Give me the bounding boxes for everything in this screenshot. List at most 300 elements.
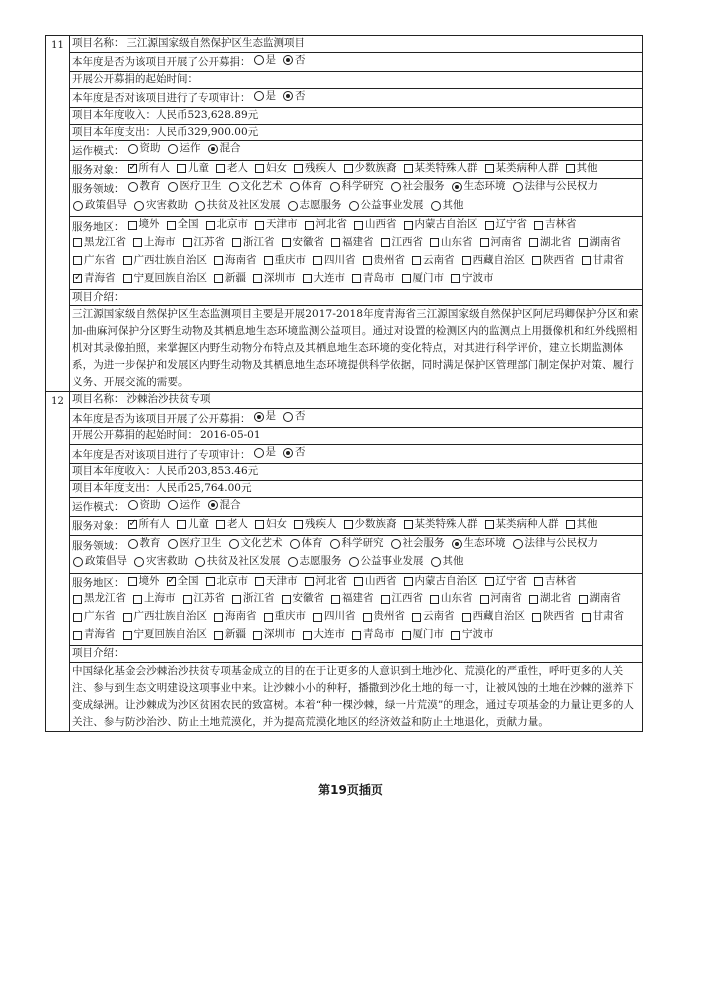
checkbox-icon[interactable]: [128, 221, 137, 230]
radio-icon[interactable]: [254, 55, 264, 65]
region-option[interactable]: [127, 574, 160, 590]
region-option[interactable]: [531, 253, 575, 269]
region-option[interactable]: [72, 271, 116, 287]
checkbox-icon[interactable]: [167, 577, 176, 586]
checkbox-icon[interactable]: [177, 164, 186, 173]
checkbox-icon[interactable]: [485, 520, 494, 529]
region-option[interactable]: [484, 574, 528, 590]
target-option[interactable]: [127, 161, 171, 177]
checkbox-icon[interactable]: [485, 577, 494, 586]
field-option[interactable]: [289, 179, 323, 195]
mode-option[interactable]: [167, 498, 201, 514]
region-option-label: 西藏自治区: [472, 254, 525, 266]
field-option[interactable]: [430, 198, 464, 214]
checkbox-icon[interactable]: [404, 520, 413, 529]
radio-icon[interactable]: [431, 557, 441, 567]
checkbox-icon[interactable]: [404, 577, 413, 586]
checkbox-icon[interactable]: [73, 631, 82, 640]
target-option[interactable]: [484, 161, 559, 177]
checkbox-icon[interactable]: [480, 238, 489, 247]
radio-icon[interactable]: [330, 539, 340, 549]
region-option[interactable]: [351, 627, 395, 643]
region-option-label: 黑龙江省: [84, 236, 126, 249]
checkbox-icon[interactable]: [529, 595, 538, 604]
region-option[interactable]: [122, 271, 208, 287]
audit-yes[interactable]: [253, 445, 277, 461]
region-option[interactable]: [533, 574, 577, 590]
region-option[interactable]: [362, 609, 406, 625]
checkbox-icon[interactable]: [404, 164, 413, 173]
region-option[interactable]: [281, 235, 325, 251]
checkbox-icon[interactable]: [282, 238, 291, 247]
audit-no[interactable]: [282, 445, 306, 461]
field-option[interactable]: [390, 179, 445, 195]
checkbox-icon[interactable]: [404, 221, 413, 230]
target-option[interactable]: [403, 517, 478, 533]
checkbox-icon[interactable]: [412, 613, 421, 622]
checkbox-icon[interactable]: [73, 613, 82, 622]
region-option[interactable]: [72, 253, 116, 269]
field-option[interactable]: [133, 198, 188, 214]
region-option[interactable]: [231, 591, 275, 607]
fundraising-no[interactable]: [282, 409, 306, 425]
region-option[interactable]: [254, 217, 298, 233]
checkbox-icon[interactable]: [305, 577, 314, 586]
region-option[interactable]: [461, 609, 526, 625]
checkbox-icon[interactable]: [253, 274, 262, 283]
checkbox-icon[interactable]: [255, 164, 264, 173]
field-option[interactable]: [430, 554, 464, 570]
mode-option[interactable]: [127, 141, 161, 157]
checkbox-icon[interactable]: [123, 274, 132, 283]
region-option-label: 厦门市: [412, 628, 444, 641]
radio-icon[interactable]: [452, 182, 462, 192]
checkbox-icon[interactable]: [232, 595, 241, 604]
checkbox-icon[interactable]: [214, 274, 223, 283]
checkbox-icon[interactable]: [344, 520, 353, 529]
region-option[interactable]: [479, 591, 523, 607]
region-option-label: 云南省: [423, 254, 455, 266]
checkbox-icon[interactable]: [462, 256, 471, 265]
region-option[interactable]: [213, 271, 246, 287]
region-option[interactable]: [166, 574, 199, 590]
radio-icon[interactable]: [254, 412, 264, 422]
checkbox-icon[interactable]: [216, 164, 225, 173]
checkbox-icon[interactable]: [381, 238, 390, 247]
checkbox-icon[interactable]: [216, 520, 225, 529]
radio-icon[interactable]: [73, 557, 83, 567]
checkbox-icon[interactable]: [430, 238, 439, 247]
radio-icon[interactable]: [349, 201, 359, 211]
checkbox-icon[interactable]: [534, 577, 543, 586]
checkbox-icon[interactable]: [73, 256, 82, 265]
field-option-label: 文化艺术: [240, 180, 283, 193]
mode-option[interactable]: [207, 141, 241, 157]
region-option[interactable]: [302, 627, 346, 643]
checkbox-icon[interactable]: [529, 238, 538, 247]
checkbox-icon[interactable]: [294, 520, 303, 529]
checkbox-icon[interactable]: [73, 595, 82, 604]
region-option[interactable]: [122, 627, 208, 643]
target-option[interactable]: [565, 161, 598, 177]
field-option[interactable]: [127, 536, 161, 552]
radio-icon[interactable]: [513, 539, 523, 549]
radio-icon[interactable]: [195, 557, 205, 567]
region-option[interactable]: [231, 235, 275, 251]
checkbox-icon[interactable]: [264, 613, 273, 622]
target-option[interactable]: [254, 517, 287, 533]
region-option[interactable]: [166, 217, 199, 233]
checkbox-icon[interactable]: [532, 256, 541, 265]
field-option[interactable]: [194, 198, 281, 214]
checkbox-icon[interactable]: [363, 256, 372, 265]
target-option-label: 妇女: [266, 517, 287, 530]
target-option[interactable]: [254, 161, 287, 177]
mode-option[interactable]: [207, 498, 241, 514]
checkbox-icon[interactable]: [354, 577, 363, 586]
radio-icon[interactable]: [349, 557, 359, 567]
radio-icon[interactable]: [290, 182, 300, 192]
region-option[interactable]: [362, 253, 406, 269]
target-option[interactable]: [293, 517, 337, 533]
radio-icon[interactable]: [391, 182, 401, 192]
checkbox-icon[interactable]: [206, 221, 215, 230]
field-option[interactable]: [512, 536, 599, 552]
checkbox-icon[interactable]: [232, 238, 241, 247]
region-option[interactable]: [72, 627, 116, 643]
checkbox-icon[interactable]: [183, 238, 192, 247]
region-option[interactable]: [380, 235, 424, 251]
region-option[interactable]: [401, 271, 445, 287]
region-option[interactable]: [330, 591, 374, 607]
checkbox-icon[interactable]: [485, 221, 494, 230]
checkbox-icon[interactable]: [480, 595, 489, 604]
region-option[interactable]: [281, 591, 325, 607]
target-option[interactable]: [215, 161, 248, 177]
field-option[interactable]: [194, 554, 281, 570]
checkbox-icon[interactable]: [123, 613, 132, 622]
region-option[interactable]: [401, 627, 445, 643]
radio-icon[interactable]: [134, 201, 144, 211]
region-option-label: 辽宁省: [495, 574, 527, 587]
region-option[interactable]: [461, 253, 526, 269]
audit-no[interactable]: [282, 89, 306, 105]
page-footer: 第19页插页: [318, 783, 383, 797]
region-option[interactable]: [581, 609, 625, 625]
region-option[interactable]: [252, 627, 296, 643]
field-option[interactable]: [228, 179, 283, 195]
checkbox-icon[interactable]: [579, 238, 588, 247]
checkbox-icon[interactable]: [566, 164, 575, 173]
checkbox-icon[interactable]: [133, 238, 142, 247]
field-option[interactable]: [287, 198, 342, 214]
radio-icon[interactable]: [513, 182, 523, 192]
operation-mode-row: [70, 141, 642, 160]
project-record: [46, 392, 642, 730]
checkbox-icon[interactable]: [255, 520, 264, 529]
radio-icon[interactable]: [288, 201, 298, 211]
checkbox-icon[interactable]: [214, 631, 223, 640]
region-option[interactable]: [182, 235, 226, 251]
radio-icon[interactable]: [229, 182, 239, 192]
checkbox-icon[interactable]: [451, 274, 460, 283]
target-option[interactable]: [293, 161, 337, 177]
radio-icon[interactable]: [229, 539, 239, 549]
field-option[interactable]: [72, 198, 127, 214]
radio-icon[interactable]: [283, 412, 293, 422]
checkbox-icon[interactable]: [303, 631, 312, 640]
checkbox-icon[interactable]: [402, 274, 411, 283]
region-option[interactable]: [429, 235, 473, 251]
checkbox-icon[interactable]: [214, 256, 223, 265]
radio-icon[interactable]: [283, 55, 293, 65]
checkbox-icon[interactable]: [532, 613, 541, 622]
radio-icon[interactable]: [168, 500, 178, 510]
checkbox-icon[interactable]: [451, 631, 460, 640]
intro-label-row: [70, 646, 642, 663]
region-option[interactable]: [531, 609, 575, 625]
field-option[interactable]: [512, 179, 599, 195]
region-option[interactable]: [122, 609, 208, 625]
region-option[interactable]: [403, 217, 478, 233]
checkbox-icon[interactable]: [183, 595, 192, 604]
target-option[interactable]: [343, 161, 397, 177]
field-option[interactable]: [329, 179, 384, 195]
region-option-label: 全国: [177, 574, 199, 587]
field-option[interactable]: [167, 179, 222, 195]
radio-icon[interactable]: [128, 539, 138, 549]
checkbox-icon[interactable]: [534, 221, 543, 230]
region-option[interactable]: [578, 591, 622, 607]
checkbox-icon[interactable]: [133, 595, 142, 604]
region-option[interactable]: [429, 591, 473, 607]
field-option[interactable]: [329, 536, 384, 552]
region-option[interactable]: [252, 271, 296, 287]
mode-option[interactable]: [167, 141, 201, 157]
checkbox-icon[interactable]: [412, 256, 421, 265]
radio-icon[interactable]: [195, 201, 205, 211]
target-option-label: 儿童: [188, 161, 209, 174]
region-option[interactable]: [182, 591, 226, 607]
fundraising-yes[interactable]: [253, 409, 277, 425]
checkbox-icon[interactable]: [167, 221, 176, 230]
checkbox-icon[interactable]: [128, 520, 137, 529]
region-option[interactable]: [127, 217, 160, 233]
region-option[interactable]: [122, 253, 208, 269]
region-option[interactable]: [351, 271, 395, 287]
field-option[interactable]: [451, 179, 506, 195]
target-option[interactable]: [176, 161, 209, 177]
checkbox-icon[interactable]: [255, 577, 264, 586]
region-option[interactable]: [304, 574, 348, 590]
checkbox-icon[interactable]: [123, 631, 132, 640]
checkbox-icon[interactable]: [582, 256, 591, 265]
field-option[interactable]: [287, 554, 342, 570]
target-option[interactable]: [127, 517, 171, 533]
region-option[interactable]: [213, 627, 246, 643]
checkbox-icon[interactable]: [303, 274, 312, 283]
checkbox-icon[interactable]: [381, 595, 390, 604]
field-option[interactable]: [390, 536, 445, 552]
checkbox-icon[interactable]: [214, 613, 223, 622]
field-option[interactable]: [133, 554, 188, 570]
region-option[interactable]: [578, 235, 622, 251]
checkbox-icon[interactable]: [282, 595, 291, 604]
checkbox-icon[interactable]: [264, 256, 273, 265]
region-option[interactable]: [411, 253, 455, 269]
radio-icon[interactable]: [208, 500, 218, 510]
target-option[interactable]: [343, 517, 397, 533]
region-option[interactable]: [72, 235, 126, 251]
project-record: [46, 36, 642, 392]
region-option[interactable]: [302, 271, 346, 287]
income-value: 人民币523,628.89元: [156, 108, 259, 121]
target-option[interactable]: [403, 161, 478, 177]
radio-icon[interactable]: [254, 448, 264, 458]
mode-option[interactable]: [127, 498, 161, 514]
checkbox-icon[interactable]: [352, 631, 361, 640]
region-option[interactable]: [254, 574, 298, 590]
radio-icon[interactable]: [431, 201, 441, 211]
region-option[interactable]: [205, 217, 249, 233]
radio-icon[interactable]: [330, 182, 340, 192]
region-option-label: 辽宁省: [495, 218, 527, 231]
checkbox-icon[interactable]: [331, 238, 340, 247]
field-option[interactable]: [228, 536, 283, 552]
region-option-label: 湖南省: [589, 592, 621, 605]
region-option-label: 宁夏回族自治区: [133, 271, 207, 284]
region-option-label: 上海市: [144, 592, 176, 605]
radio-icon[interactable]: [128, 182, 138, 192]
field-option[interactable]: [451, 536, 506, 552]
region-option[interactable]: [330, 235, 374, 251]
region-option[interactable]: [312, 609, 356, 625]
region-option[interactable]: [132, 235, 176, 251]
region-option[interactable]: [353, 217, 397, 233]
checkbox-icon[interactable]: [402, 631, 411, 640]
checkbox-icon[interactable]: [430, 595, 439, 604]
radio-icon[interactable]: [283, 448, 293, 458]
region-option[interactable]: [213, 609, 257, 625]
region-option[interactable]: [479, 235, 523, 251]
radio-icon[interactable]: [391, 539, 401, 549]
region-option[interactable]: [213, 253, 257, 269]
checkbox-icon[interactable]: [352, 274, 361, 283]
field-label: 本年度是否对该项目进行了专项审计：: [72, 448, 251, 461]
radio-icon[interactable]: [452, 539, 462, 549]
checkbox-icon[interactable]: [313, 613, 322, 622]
checkbox-icon[interactable]: [579, 595, 588, 604]
region-option[interactable]: [403, 574, 478, 590]
checkbox-icon[interactable]: [73, 238, 82, 247]
radio-icon[interactable]: [254, 91, 264, 101]
field-option[interactable]: [348, 554, 424, 570]
field-option[interactable]: [289, 536, 323, 552]
target-option[interactable]: [176, 517, 209, 533]
field-option-label: 灾害救助: [146, 198, 188, 211]
region-option[interactable]: [581, 253, 625, 269]
region-option[interactable]: [450, 627, 494, 643]
checkbox-icon[interactable]: [354, 221, 363, 230]
checkbox-icon[interactable]: [305, 221, 314, 230]
radio-icon[interactable]: [168, 144, 178, 154]
target-option[interactable]: [565, 517, 598, 533]
field-option[interactable]: [72, 554, 127, 570]
checkbox-icon[interactable]: [344, 164, 353, 173]
region-option[interactable]: [484, 217, 528, 233]
checkbox-icon[interactable]: [331, 595, 340, 604]
checkbox-icon[interactable]: [313, 256, 322, 265]
audit-yes[interactable]: [253, 89, 277, 105]
checkbox-icon[interactable]: [128, 164, 137, 173]
field-option-label: 志愿服务: [299, 198, 342, 211]
checkbox-icon[interactable]: [462, 613, 471, 622]
checkbox-icon[interactable]: [206, 577, 215, 586]
field-option-label: 科学研究: [341, 180, 384, 193]
region-option[interactable]: [72, 609, 116, 625]
radio-icon[interactable]: [283, 91, 293, 101]
region-option[interactable]: [263, 609, 307, 625]
field-label: 项目本年度支出：: [72, 125, 156, 138]
checkbox-icon[interactable]: [73, 274, 82, 283]
region-option-label: 甘肃省: [592, 254, 624, 266]
region-option[interactable]: [312, 253, 356, 269]
checkbox-icon[interactable]: [255, 221, 264, 230]
radio-icon[interactable]: [288, 557, 298, 567]
field-option-label: 教育: [139, 536, 161, 549]
region-option[interactable]: [380, 591, 424, 607]
region-option[interactable]: [450, 271, 494, 287]
checkbox-icon[interactable]: [363, 613, 372, 622]
region-option[interactable]: [411, 609, 455, 625]
checkbox-icon[interactable]: [123, 256, 132, 265]
radio-icon[interactable]: [128, 500, 138, 510]
region-option[interactable]: [533, 217, 577, 233]
target-option-label: 残疾人: [305, 161, 337, 174]
region-option-label: 安徽省: [292, 236, 324, 249]
checkbox-icon[interactable]: [253, 631, 262, 640]
field-option[interactable]: [167, 536, 222, 552]
fundraising-no[interactable]: [282, 53, 306, 69]
target-option[interactable]: [484, 517, 559, 533]
checkbox-icon[interactable]: [128, 577, 137, 586]
checkbox-icon[interactable]: [582, 613, 591, 622]
checkbox-icon[interactable]: [294, 164, 303, 173]
radio-icon[interactable]: [290, 539, 300, 549]
radio-icon[interactable]: [168, 539, 178, 549]
radio-icon[interactable]: [73, 201, 83, 211]
region-option[interactable]: [304, 217, 348, 233]
checkbox-icon[interactable]: [566, 520, 575, 529]
target-option[interactable]: [215, 517, 248, 533]
checkbox-icon[interactable]: [485, 164, 494, 173]
radio-icon[interactable]: [128, 144, 138, 154]
radio-icon[interactable]: [208, 144, 218, 154]
radio-icon[interactable]: [134, 557, 144, 567]
region-option[interactable]: [132, 591, 176, 607]
region-option[interactable]: [72, 591, 126, 607]
region-option[interactable]: [205, 574, 249, 590]
radio-icon[interactable]: [168, 182, 178, 192]
region-option[interactable]: [528, 235, 572, 251]
checkbox-icon[interactable]: [177, 520, 186, 529]
region-option[interactable]: [263, 253, 307, 269]
field-option[interactable]: [348, 198, 424, 214]
region-option[interactable]: [353, 574, 397, 590]
fundraising-yes[interactable]: [253, 53, 277, 69]
region-option[interactable]: [528, 591, 572, 607]
field-option[interactable]: [127, 179, 161, 195]
